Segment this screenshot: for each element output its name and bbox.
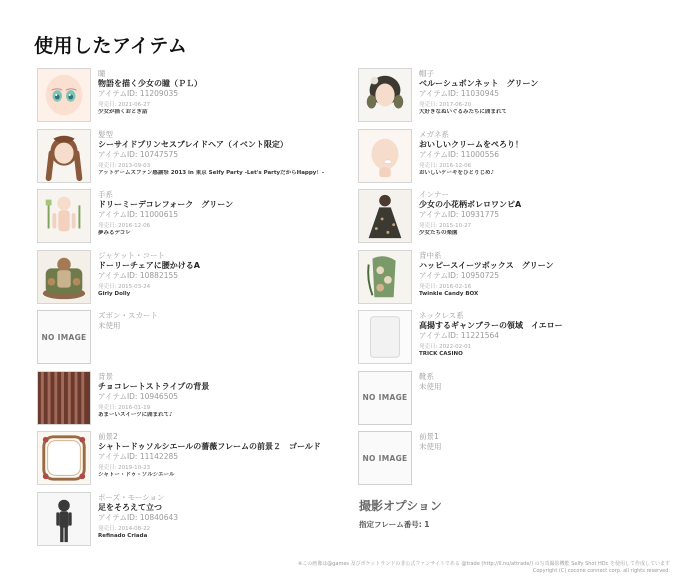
item-id: アイテムID: 10747575: [98, 149, 179, 159]
item-category: メガネ系: [419, 129, 449, 139]
eyes-face-icon: [37, 68, 91, 122]
dress-icon: [358, 189, 412, 243]
item-name[interactable]: ベルーシュボンネット グリーン: [419, 79, 539, 88]
item-source: 少女たちの楽園: [419, 230, 458, 236]
item-id: アイテムID: 11209035: [98, 89, 179, 98]
item-id: アイテムID: 11142285: [98, 452, 179, 461]
footer-disclaimer: ※この画像は@games 及びポケットランドの非公式ファンサイトである @trade (http://li.nu/attrade/) の写真撮影機能 Selfy Shot HDc を使用して作成しています: [298, 561, 670, 567]
item-id: アイテムID: 10840643: [98, 512, 179, 522]
item-id: アイテムID: 11000556: [419, 149, 500, 159]
braided-hair-icon: [37, 129, 91, 183]
item-category: 背中系: [419, 250, 442, 260]
no-image-placeholder: [37, 310, 91, 364]
stripe-background-icon: [37, 371, 91, 425]
item-source: 大好きなぬいぐるみたちに囲まれて: [419, 109, 508, 115]
item-card[interactable]: [37, 68, 337, 129]
left-item-column: [37, 68, 337, 552]
item-name[interactable]: シャトードゥソルシエールの薔薇フレームの前景２ ゴールド: [98, 442, 321, 451]
item-card[interactable]: [37, 189, 337, 250]
item-card[interactable]: [37, 250, 337, 311]
item-category: 前景1: [419, 432, 439, 441]
item-category: 帽子: [419, 69, 434, 78]
no-image-label: NO IMAGE: [41, 332, 87, 342]
item-name[interactable]: チョコレートストライプの背景: [98, 381, 210, 391]
item-category: ネックレス系: [419, 311, 464, 320]
options-title: 撮影オプション: [359, 499, 442, 513]
item-source: TRICK CASINO: [419, 351, 463, 357]
item-release-date: 発売日: 2016-12-06: [419, 162, 472, 169]
fork-hand-icon: [37, 189, 91, 243]
item-source: シャトー・ドゥ・ソルシエール: [98, 472, 175, 478]
item-id: アイテムID: 11030945: [419, 89, 500, 98]
item-unused: 未使用: [98, 321, 121, 330]
no-image-placeholder: [358, 371, 412, 425]
item-name[interactable]: ハッピースイーツボックス グリーン: [419, 260, 554, 270]
item-unused: 未使用: [419, 381, 442, 391]
item-card[interactable]: [358, 68, 658, 129]
item-category: 髪型: [98, 129, 113, 139]
cream-face-icon: [358, 129, 412, 183]
item-name[interactable]: おいしいクリームをぺろり！: [419, 139, 523, 149]
shooting-options: [359, 497, 442, 530]
item-name[interactable]: 高揚するギャンブラーの領域 イエロー: [419, 321, 563, 330]
footer-notice: [298, 561, 670, 575]
item-name[interactable]: ドリーミーデコレフォーク グリーン: [98, 200, 234, 209]
item-category: 靴系: [419, 371, 434, 381]
item-category: ズボン・スカート: [98, 311, 158, 320]
rose-frame-icon: [37, 431, 91, 485]
item-source: 少女が描くおとぎ話: [98, 109, 148, 115]
item-id: アイテムID: 10931775: [419, 210, 500, 219]
footer-copyright: Copyright (C) cocone connect corp. all rights reserved.: [532, 568, 670, 574]
cards-icon: [358, 310, 412, 364]
item-release-date: 発売日: 2014-08-22: [98, 525, 151, 532]
frame-number: 指定フレーム番号: 1: [359, 520, 430, 529]
item-unused: 未使用: [419, 442, 442, 451]
item-card[interactable]: [37, 371, 337, 432]
item-card[interactable]: [358, 129, 658, 190]
item-category: インナー: [419, 190, 449, 199]
page-title: 使用したアイテム: [34, 35, 188, 57]
no-image-placeholder: [358, 431, 412, 485]
item-card[interactable]: [37, 431, 337, 492]
item-name[interactable]: 足をそろえて立つ: [98, 502, 162, 512]
item-id: アイテムID: 11221564: [419, 331, 500, 340]
item-release-date: 発売日: 2016-01-19: [98, 404, 151, 411]
item-category: 前景2: [98, 432, 118, 441]
item-name[interactable]: 少女の小花柄ボレロワンピA: [419, 200, 522, 209]
item-release-date: 発売日: 2019-10-23: [98, 465, 151, 471]
right-item-column: [358, 68, 658, 492]
item-card-empty: [358, 371, 658, 432]
item-name[interactable]: 物語を描く少女の瞳（ＰＬ）: [98, 79, 202, 88]
item-category: 手系: [98, 190, 113, 199]
item-source: 夢みるデコレ: [98, 230, 131, 236]
item-id: アイテムID: 11000615: [98, 210, 179, 219]
item-card[interactable]: [358, 189, 658, 250]
item-source: Twinkle Candy BOX: [419, 290, 479, 297]
doll-chair-icon: [37, 250, 91, 304]
item-card[interactable]: [37, 129, 337, 190]
item-release-date: 発売日: 2013-09-03: [98, 162, 151, 169]
item-release-date: 発売日: 2015-03-24: [98, 283, 151, 290]
item-release-date: 発売日: 2021-06-27: [98, 102, 151, 108]
item-category: 瞳: [98, 69, 106, 78]
bonnet-icon: [358, 68, 412, 122]
item-card[interactable]: [358, 250, 658, 311]
no-image-label: NO IMAGE: [362, 393, 408, 402]
item-source: アットゲームズファン感謝祭 2013 in 東京 Selfy Party -Let's PartyだからHappy！-: [98, 169, 325, 176]
item-id: アイテムID: 10950725: [419, 270, 500, 280]
item-category: 背景: [98, 371, 113, 381]
item-source: あまーいスイーツに囲まれて♪: [98, 411, 173, 418]
item-category: ジャケット・コート: [98, 250, 165, 260]
pose-silhouette-icon: [37, 492, 91, 546]
item-source: おいしいケーキをひとりじめ♪: [419, 169, 495, 176]
item-card[interactable]: [37, 492, 337, 553]
item-release-date: 発売日: 2016-12-06: [98, 223, 151, 229]
item-name[interactable]: シーサイドプリンセスブレイドヘア（イベント限定）: [98, 139, 288, 149]
item-id: アイテムID: 10882155: [98, 270, 179, 280]
sweets-box-icon: [358, 250, 412, 304]
item-release-date: 発売日: 2016-02-16: [419, 283, 472, 290]
item-release-date: 発売日: 2022-02-01: [419, 344, 472, 350]
item-release-date: 発売日: 2015-10-27: [419, 223, 472, 229]
item-release-date: 発売日: 2017-06-20: [419, 102, 472, 108]
item-source: Girly Dolly: [98, 290, 131, 297]
item-name[interactable]: ドーリーチェアに腰かけるA: [98, 260, 200, 270]
item-card-empty: [358, 431, 658, 492]
item-id: アイテムID: 10946505: [98, 391, 179, 401]
no-image-label: NO IMAGE: [362, 453, 408, 463]
item-card-empty: [37, 310, 337, 371]
item-category: ポーズ・モーション: [98, 492, 165, 502]
item-card[interactable]: [358, 310, 658, 371]
item-source: Refinado Criada: [98, 532, 148, 539]
